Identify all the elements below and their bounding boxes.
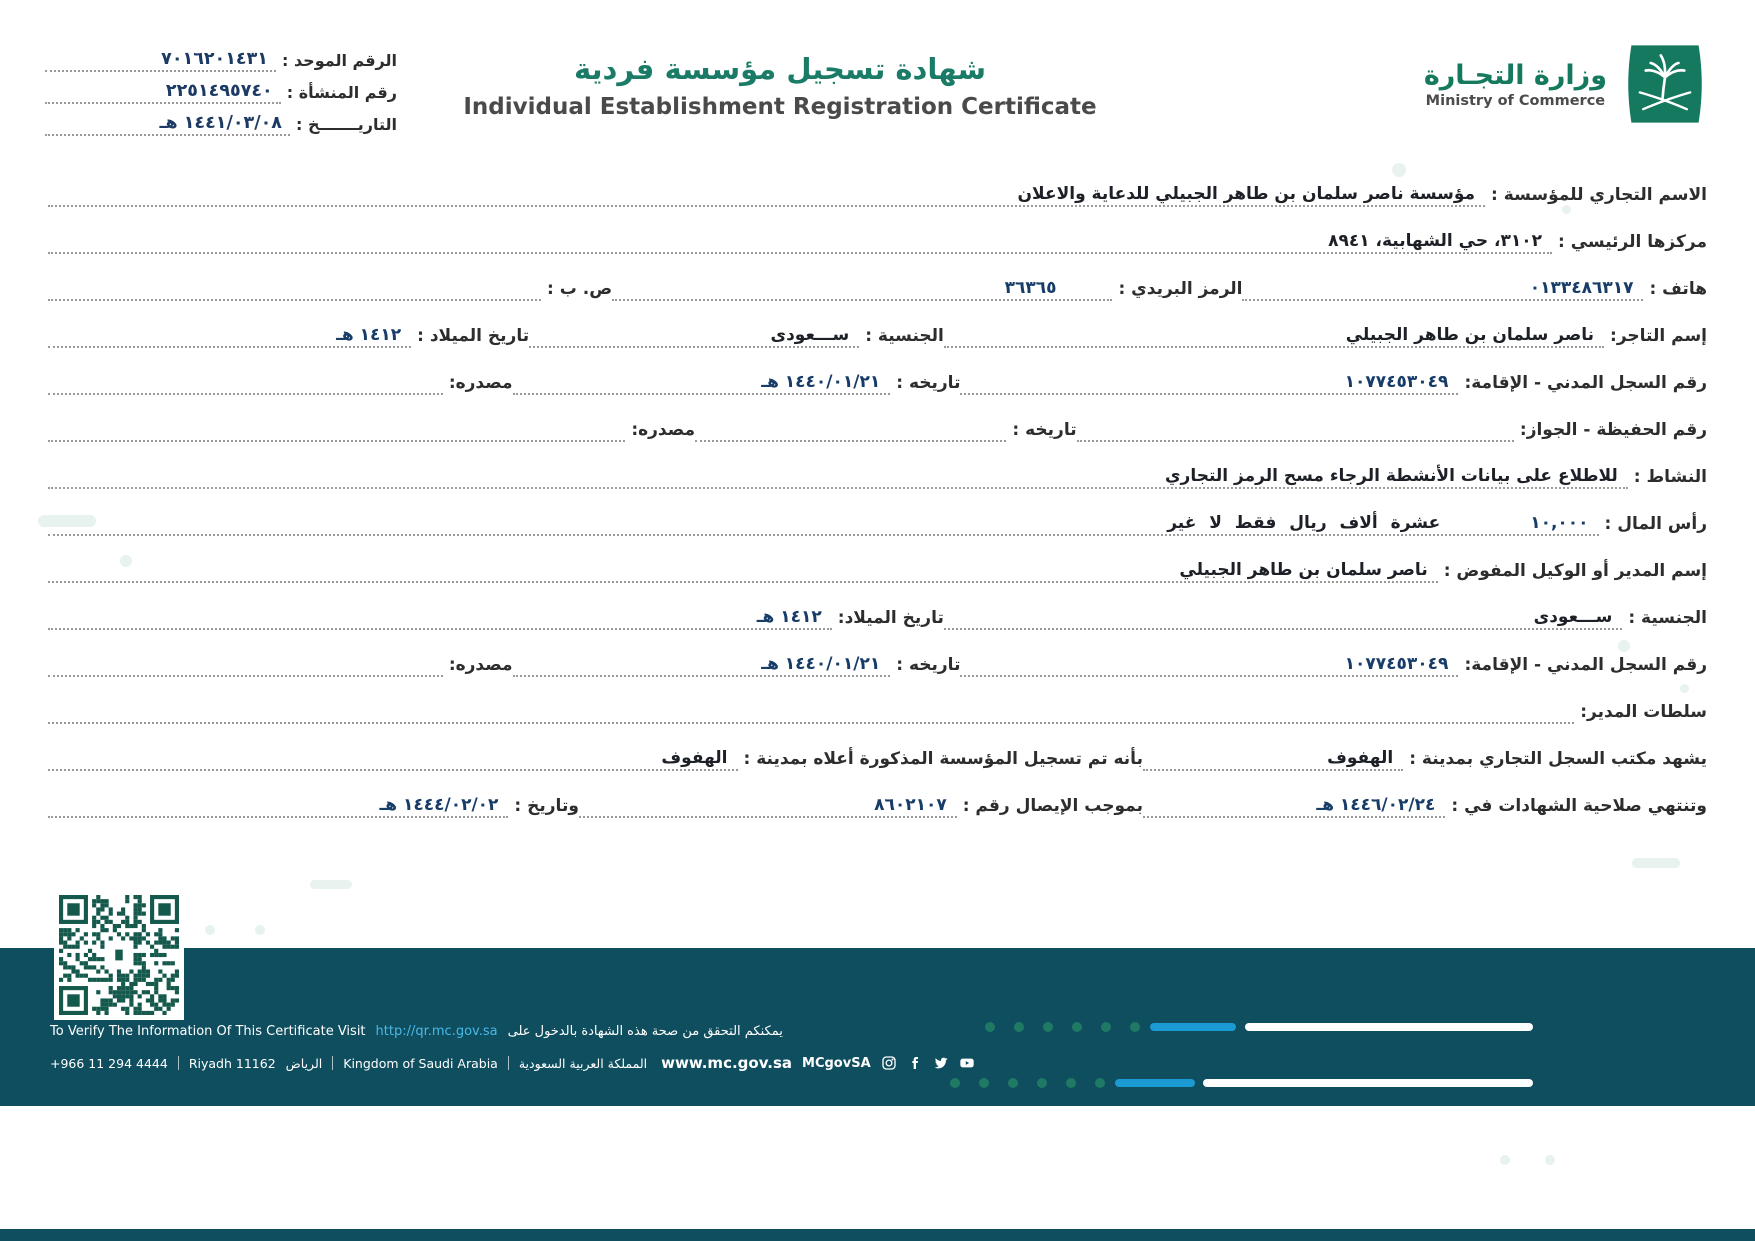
passport-field — [1077, 420, 1707, 442]
dotted-line — [48, 748, 737, 771]
certificate-title-block — [430, 52, 1130, 120]
head-office-value: ٣١٠٢، حي الشهابية، ٨٩٤١ — [1328, 231, 1543, 251]
decor-dash — [1632, 858, 1680, 868]
decor-dot — [1545, 1155, 1555, 1165]
passport-date-field — [695, 420, 1077, 442]
dotted-line — [944, 607, 1622, 630]
reference-numbers-block — [45, 46, 397, 142]
issue-date-value: ١٤٤١/٠٣/٠٨ هـ — [159, 113, 282, 133]
trader-name-value: ناصر سلمان بن طاهر الجبيلي — [1345, 325, 1595, 345]
manager-powers-label: سلطات المدير: — [1580, 702, 1707, 722]
registered-city-value: الهفوف — [661, 748, 728, 768]
certificate-fields — [48, 178, 1707, 836]
ministry-logo-text — [1424, 60, 1607, 109]
row-activity — [48, 460, 1707, 489]
row-passport — [48, 413, 1707, 442]
decor-line-blue — [1115, 1079, 1195, 1087]
receipt-date-field — [48, 795, 579, 818]
dotted-line — [45, 78, 281, 104]
decor-dot — [950, 1078, 960, 1088]
trade-name-value: مؤسسة ناصر سلمان بن طاهر الجبيلي للدعاية والاعلان — [1017, 184, 1476, 204]
row-trader-id — [48, 366, 1707, 395]
dotted-line — [513, 654, 891, 677]
passport-issuer-field — [48, 420, 695, 442]
manager-birth-date-value: ١٤١٢ هـ — [756, 607, 822, 627]
receipt-date-value: ١٤٤٤/٠٢/٠٢ هـ — [379, 795, 499, 815]
trader-birth-date-label: تاريخ الميلاد : — [417, 326, 530, 346]
trader-nationality-value: ســـعودى — [770, 325, 850, 345]
dotted-line — [45, 110, 290, 136]
instagram-icon — [881, 1055, 897, 1071]
dotted-line — [48, 225, 1552, 254]
trader-id-date-field — [513, 372, 961, 395]
decor-dots-row — [950, 1078, 1105, 1088]
dotted-line — [1242, 278, 1643, 301]
unified-number-row — [45, 46, 397, 72]
dotted-line — [48, 795, 508, 818]
facility-number-row — [45, 78, 397, 104]
decor-dot — [1008, 1078, 1018, 1088]
dotted-line — [1077, 420, 1514, 442]
decor-dot — [1014, 1022, 1024, 1032]
facility-number-value: ٢٢٥١٤٩٥٧٤٠ — [165, 81, 273, 101]
manager-nationality-field — [944, 607, 1707, 630]
row-capital — [48, 507, 1707, 536]
trader-id-label: رقم السجل المدني - الإقامة: — [1464, 373, 1707, 393]
receipt-number-label: بموجب الإيصال رقم : — [962, 796, 1143, 816]
manager-nationality-value: ســـعودى — [1533, 607, 1613, 627]
decor-dot — [979, 1078, 989, 1088]
dotted-line — [579, 795, 957, 818]
decor-line-white — [1245, 1023, 1533, 1031]
row-registry — [48, 742, 1707, 771]
certificate-expiry-value: ١٤٤٦/٠٢/٢٤ هـ — [1316, 795, 1436, 815]
decor-dash — [310, 880, 352, 889]
manager-id-date-label: تاريخه : — [896, 655, 961, 675]
certificate-expiry-label: وتنتهي صلاحية الشهادات في : — [1451, 796, 1707, 816]
phone-label: هاتف : — [1649, 279, 1707, 299]
manager-id-date-value: ١٤٤٠/٠١/٢١ هـ — [761, 654, 881, 674]
certificate-title-arabic: شهادة تسجيل مؤسسة فردية — [573, 52, 986, 86]
footer-social-handle: MCgovSA — [802, 1055, 871, 1071]
receipt-number-field — [579, 795, 1143, 818]
passport-date-label: تاريخه : — [1012, 420, 1077, 440]
trade-name-label: الاسم التجاري للمؤسسة : — [1491, 185, 1707, 205]
issue-date-row — [45, 110, 397, 136]
registry-office-city-field — [1143, 748, 1707, 771]
footer-country-arabic: المملكة العربية السعودية — [518, 1055, 648, 1071]
dotted-line — [48, 373, 443, 395]
row-validity — [48, 789, 1707, 818]
decor-dot — [1066, 1078, 1076, 1088]
facebook-icon — [907, 1055, 923, 1071]
manager-id-label: رقم السجل المدني - الإقامة: — [1464, 655, 1707, 675]
trader-id-issuer-label: مصدره: — [448, 373, 513, 393]
ministry-name-english: Ministry of Commerce — [1425, 92, 1606, 109]
dotted-line — [48, 655, 443, 677]
issue-date-label: التاريـــــــخ : — [295, 115, 397, 134]
facility-number-label: رقم المنشأة : — [286, 83, 397, 102]
trader-id-field — [960, 372, 1707, 395]
footer-verify-line — [50, 1024, 783, 1039]
trader-id-date-label: تاريخه : — [896, 373, 961, 393]
qr-code — [54, 890, 184, 1020]
verify-link[interactable]: http://qr.mc.gov.sa — [375, 1024, 498, 1039]
certificate-expiry-field — [1143, 795, 1707, 818]
bottom-edge-strip — [0, 1229, 1755, 1241]
activity-value: للاطلاع على بيانات الأنشطة الرجاء مسح الرمز التجاري — [1164, 466, 1618, 486]
dotted-line — [48, 325, 411, 348]
postal-code-field — [612, 278, 1242, 301]
row-head-office — [48, 225, 1707, 254]
footer-contact-line — [50, 1054, 975, 1072]
registry-office-city-value: الهفوف — [1327, 748, 1394, 768]
dotted-line — [695, 420, 1006, 442]
dotted-line — [612, 278, 1112, 301]
manager-id-field — [960, 654, 1707, 677]
passport-label: رقم الحفيظة - الجواز: — [1519, 420, 1707, 440]
row-manager-name — [48, 554, 1707, 583]
decor-dot — [1095, 1078, 1105, 1088]
dotted-line — [513, 372, 891, 395]
registered-city-label: بأنه تم تسجيل المؤسسة المذكورة أعلاه بمدينة : — [743, 749, 1143, 769]
manager-name-label: إسم المدير أو الوكيل المفوض : — [1443, 561, 1707, 581]
verify-text-arabic: يمكنكم التحقق من صحة هذه الشهادة بالدخول على — [507, 1024, 783, 1039]
dotted-line — [48, 279, 541, 301]
trader-nationality-field — [529, 325, 944, 348]
dotted-line — [944, 325, 1604, 348]
verify-text-english: To Verify The Information Of This Certificate Visit — [50, 1024, 366, 1039]
decor-dot — [1037, 1078, 1047, 1088]
manager-id-date-field — [513, 654, 961, 677]
trader-id-issuer-field — [48, 373, 513, 395]
postal-code-value: ٣٦٣٦٥ — [1004, 278, 1057, 298]
trader-birth-date-value: ١٤١٢ هـ — [336, 325, 402, 345]
row-manager-personal — [48, 601, 1707, 630]
palm-and-swords-icon — [1621, 42, 1709, 126]
manager-id-issuer-field — [48, 655, 513, 677]
decor-line-blue — [1150, 1023, 1236, 1031]
separator — [508, 1056, 509, 1070]
row-manager-powers — [48, 695, 1707, 724]
footer-country-english: Kingdom of Saudi Arabia — [343, 1055, 498, 1071]
unified-number-value: ٧٠١٦٢٠١٤٣١ — [161, 49, 268, 69]
receipt-date-label: وتاريخ : — [514, 796, 579, 816]
postal-code-label: الرمز البريدي : — [1118, 279, 1243, 299]
row-trade-name — [48, 178, 1707, 207]
decor-dot — [1101, 1022, 1111, 1032]
footer-phone: +966 11 294 4444 — [50, 1055, 168, 1071]
phone-field — [1242, 278, 1707, 301]
dotted-line — [1143, 748, 1403, 771]
registered-city-field — [48, 748, 1143, 771]
capital-label: رأس المال : — [1604, 514, 1707, 534]
ministry-logo — [1424, 42, 1709, 126]
row-trader — [48, 319, 1707, 348]
youtube-icon — [959, 1055, 975, 1071]
dotted-line — [45, 46, 276, 72]
decor-dot — [1130, 1022, 1140, 1032]
capital-value: ١٠,٠٠٠ — [1530, 513, 1589, 533]
twitter-icon — [933, 1055, 949, 1071]
decor-dots-row — [985, 1022, 1140, 1032]
capital-words-value: عشرة ألاف ريال فقط لا غير — [1167, 513, 1441, 533]
footer-city-arabic: الرياض — [285, 1055, 323, 1071]
decor-dot — [255, 925, 265, 935]
decor-dot — [985, 1022, 995, 1032]
decor-dot — [1043, 1022, 1053, 1032]
manager-id-issuer-label: مصدره: — [448, 655, 513, 675]
trader-nationality-label: الجنسية : — [865, 326, 944, 346]
dotted-line — [960, 654, 1458, 677]
po-box-field — [48, 279, 612, 301]
manager-birth-date-field — [48, 607, 944, 630]
dotted-line — [48, 695, 1574, 724]
manager-name-value: ناصر سلمان بن طاهر الجبيلي — [1179, 560, 1428, 580]
decor-dot — [1392, 163, 1406, 177]
po-box-label: ص. ب : — [547, 279, 613, 299]
decor-dot — [205, 925, 215, 935]
trader-birth-date-field — [48, 325, 529, 348]
trader-name-field — [944, 325, 1707, 348]
trader-name-label: إسم التاجر: — [1610, 326, 1707, 346]
phone-value: ٠١٣٣٤٨٦٣١٧ — [1529, 278, 1634, 298]
ministry-name-arabic: وزارة التجـارة — [1423, 59, 1607, 91]
dotted-line — [48, 178, 1485, 207]
unified-number-label: الرقم الموحد : — [281, 51, 397, 70]
manager-nationality-label: الجنسية : — [1628, 608, 1707, 628]
decor-dot — [1500, 1155, 1510, 1165]
dotted-line — [48, 460, 1628, 489]
separator — [332, 1056, 333, 1070]
trader-id-value: ١٠٧٧٤٥٣٠٤٩ — [1344, 372, 1449, 392]
certificate-title-english: Individual Establishment Registration Certificate — [463, 94, 1097, 120]
trader-id-date-value: ١٤٤٠/٠١/٢١ هـ — [761, 372, 881, 392]
dotted-line — [529, 325, 859, 348]
dotted-line — [48, 420, 625, 442]
receipt-number-value: ٨٦٠٢١٠٧ — [874, 795, 947, 815]
manager-birth-date-label: تاريخ الميلاد: — [837, 608, 944, 628]
dotted-line — [48, 507, 1599, 536]
manager-id-value: ١٠٧٧٤٥٣٠٤٩ — [1344, 654, 1449, 674]
decor-dot — [1072, 1022, 1082, 1032]
decor-line-white — [1203, 1079, 1533, 1087]
footer-website: www.mc.gov.sa — [661, 1054, 793, 1072]
dotted-line — [48, 607, 832, 630]
footer-city-english: Riyadh 11162 — [188, 1055, 276, 1071]
activity-label: النشاط : — [1633, 467, 1707, 487]
dotted-line — [48, 554, 1438, 583]
registry-office-city-label: يشهد مكتب السجل التجاري بمدينة : — [1409, 749, 1707, 769]
footer-band — [0, 948, 1755, 1106]
passport-issuer-label: مصدره: — [631, 420, 696, 440]
row-contact — [48, 272, 1707, 301]
dotted-line — [1143, 795, 1445, 818]
row-manager-id — [48, 648, 1707, 677]
separator — [178, 1056, 179, 1070]
head-office-label: مركزها الرئيسي : — [1558, 232, 1707, 252]
dotted-line — [960, 372, 1458, 395]
